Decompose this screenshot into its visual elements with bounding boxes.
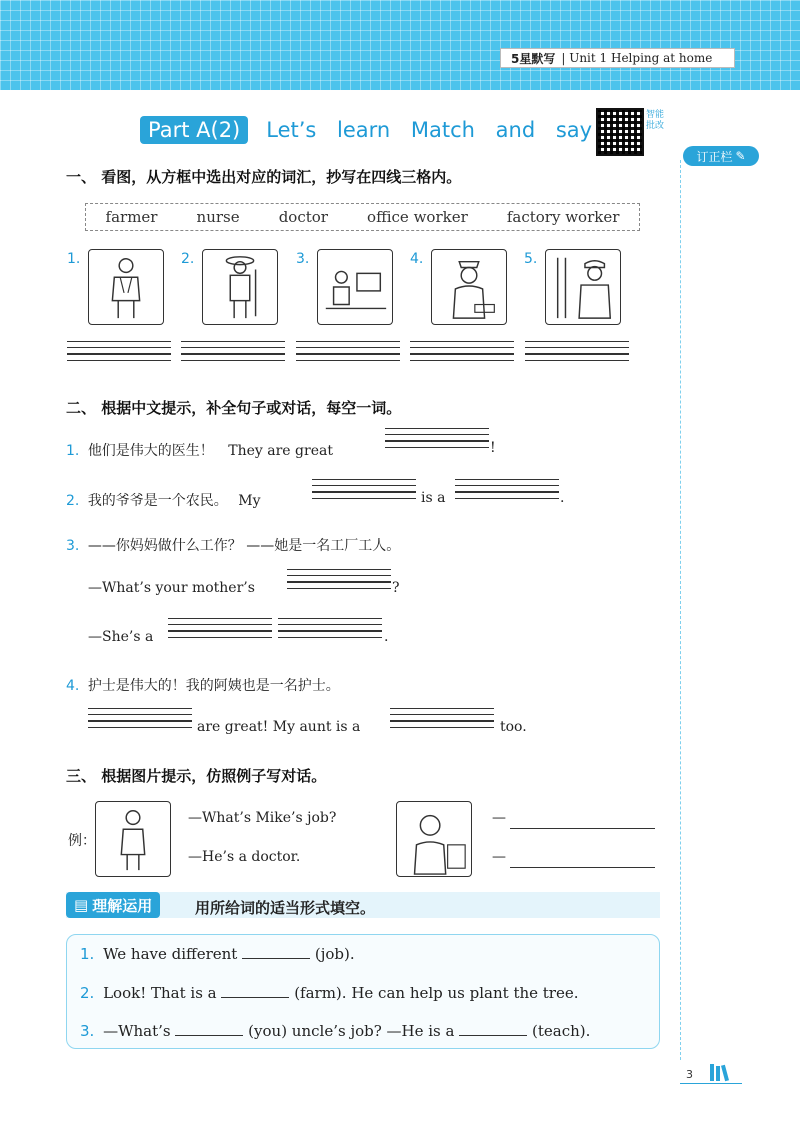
nurse-icon [431,249,507,325]
picture-number-1: 1. [67,251,81,267]
example-label: 例： [68,833,96,849]
notebook-icon: ▤ [74,896,89,914]
section2-title: 二、 根据中文提示，补全句子或对话，每空一词。 [66,399,402,417]
answer-line-3-1[interactable] [510,828,655,829]
picture-number-5: 5. [524,251,538,267]
office-worker-icon [317,249,393,325]
qr-code-icon[interactable] [596,108,644,156]
part-title [140,113,592,147]
part-subtitle: Let’s learn Match and say [266,118,593,142]
answer-lines-2-2a[interactable] [312,479,416,504]
writing-lines-5[interactable] [525,341,629,366]
word-bank [85,203,640,231]
mike-doctor-icon [95,801,171,877]
question-2-2-mid: is a [421,490,446,506]
answer-lines-2-3a[interactable] [287,569,391,594]
answer-lines-2-2b[interactable] [455,479,559,504]
answer-lines-2-1[interactable] [385,428,489,453]
doctor-icon [88,249,164,325]
writing-lines-2[interactable] [181,341,285,366]
margin-divider [680,160,681,1060]
answer-lines-2-4b[interactable] [390,708,494,733]
factory-worker-icon [545,249,621,325]
example-question: —What’s Mike’s job? [188,810,337,826]
section3-title: 三、 根据图片提示，仿照例子写对话。 [66,767,327,785]
correction-column-label [683,146,759,166]
answer-lines-2-4a[interactable] [88,708,192,733]
question-2-3b-end: . [384,629,389,645]
picture-number-3: 3. [296,251,310,267]
apply-blank-3b[interactable] [459,1022,527,1036]
writing-lines-3[interactable] [296,341,400,366]
question-2-4-mid: are great! My aunt is a [197,719,361,735]
apply-title: 用所给词的适当形式填空。 [195,899,376,917]
question-2-3b: —She’s a [88,629,154,645]
answer-lines-2-3b2[interactable] [278,618,382,643]
question-2-2-end: . [560,490,565,506]
question-2-3: 3. ——你妈妈做什么工作？ ——她是一名工厂工人。 [66,538,401,554]
question-2-4: 4. 护士是伟大的！我的阿姨也是一名护士。 [66,678,340,694]
word-factory-worker: factory worker [506,208,620,226]
question-2-3a-end: ? [392,580,400,596]
section1-title: 一、 看图，从方框中选出对应的词汇，抄写在四线三格内。 [66,168,462,186]
page-number-underline [680,1083,742,1084]
qr-side-label: 智能批改 [646,110,665,131]
picture-number-2: 2. [181,251,195,267]
apply-tag: ▤ 理解运用 [66,892,160,918]
header-band [0,0,800,90]
answer-lines-2-3b1[interactable] [168,618,272,643]
word-farmer: farmer [105,208,158,226]
question-2-1-end: ! [490,440,496,456]
brand-label: 5星默写 [511,51,556,66]
question-2-1: 1. 他们是伟大的医生！ They are great [66,443,333,459]
word-nurse: nurse [196,208,240,226]
farmer-icon [202,249,278,325]
question-2-2: 2. 我的爷爷是一个农民。 My [66,493,261,509]
header-strip [500,48,735,68]
dash-1: — [492,810,506,826]
question-2-3a: —What’s your mother’s [88,580,255,596]
picture-number-4: 4. [410,251,424,267]
answer-line-3-2[interactable] [510,867,655,868]
books-icon [708,1062,738,1082]
word-doctor: doctor [278,208,328,226]
pencil-icon: ✎ [735,149,746,163]
apply-item-3: 3. —What’s (you) uncle’s job? —He is a (teach). [80,1022,591,1040]
apply-item-2: 2. Look! That is a (farm). He can help us plant the tree. [80,984,579,1002]
question-2-4-end: too. [500,719,527,735]
example-answer: —He’s a doctor. [188,849,301,865]
part-label: Part A(2) [140,116,248,144]
correction-label: 订正栏 [696,149,733,164]
dash-2: — [492,849,506,865]
apply-item-1: 1. We have different (job). [80,945,355,963]
apply-blank-1[interactable] [242,945,310,959]
page-number: 3 [686,1068,693,1081]
office-woman-icon [396,801,472,877]
apply-blank-3a[interactable] [175,1022,243,1036]
writing-lines-1[interactable] [67,341,171,366]
writing-lines-4[interactable] [410,341,514,366]
word-office-worker: office worker [367,208,468,226]
unit-label: | Unit 1 Helping at home [561,51,713,65]
apply-blank-2[interactable] [221,984,289,998]
